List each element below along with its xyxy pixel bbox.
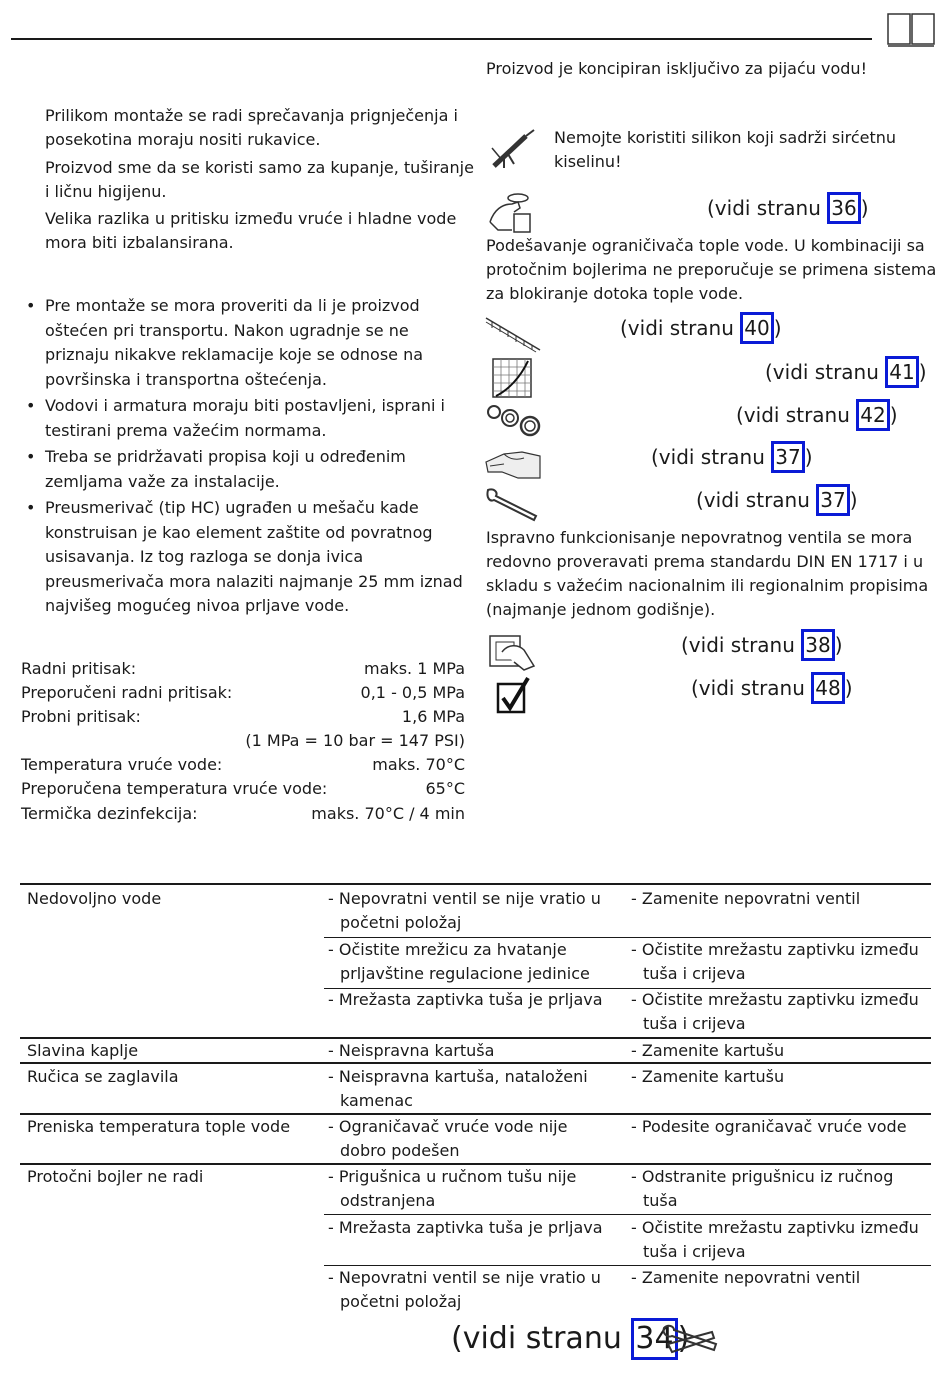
- remedy-line: - Očistite mrežastu zaptivku između: [631, 940, 919, 959]
- installation-note: [26, 496, 463, 619]
- drinking-water-note: Proizvod je koncipiran isključivo za pijaću vodu!: [486, 59, 867, 78]
- temp-limiter-line: Podešavanje ograničivača tople vode. U kombinaciji sa: [486, 236, 925, 255]
- remedy-cell: [631, 1165, 893, 1213]
- spec-label: Probni pritisak:: [21, 707, 141, 726]
- note-line: Pre montaže se mora proveriti da li je proizvod: [45, 296, 420, 315]
- checkmark-icon: [496, 676, 530, 714]
- spec-label: Temperatura vruće vode:: [21, 755, 223, 774]
- remedy-line: - Zamenite kartušu: [631, 1067, 785, 1086]
- remedy-cell: [631, 887, 860, 911]
- cause-line: - Nepovratni ventil se nije vratio u: [328, 889, 601, 908]
- spec-label: Termička dezinfekcija:: [21, 804, 198, 823]
- note-line: testirani prema važećim normama.: [45, 420, 327, 440]
- ref-suffix: ): [918, 360, 927, 384]
- page-reference: [651, 441, 813, 473]
- safety-line: Prilikom montaže se radi sprečavanja prignječenja i: [45, 106, 458, 125]
- spec-row: [21, 802, 465, 826]
- note-line: površinska i transportna oštećenja.: [45, 369, 327, 389]
- installation-notes: [26, 294, 463, 619]
- note-line: najvišeg mogućeg nivoa prljave vode.: [45, 596, 350, 615]
- cause-line: odstranjena: [340, 1191, 436, 1210]
- note-line: Treba se pridržavati propisa koji u određenim: [45, 447, 406, 466]
- cause-line: - Neispravna kartuša, nataloženi: [328, 1067, 588, 1086]
- cause-cell: [328, 1039, 494, 1063]
- page-reference: [765, 356, 927, 388]
- cause-cell: [328, 1165, 576, 1213]
- remedy-line: - Očistite mrežastu zaptivku između: [631, 990, 919, 1009]
- problem-cell: Ručica se zaglavila: [27, 1067, 179, 1086]
- remedy-cell: [631, 988, 919, 1036]
- page-link[interactable]: 48: [811, 672, 844, 704]
- page-reference: [620, 312, 782, 344]
- ref-prefix: (vidi stranu: [651, 445, 772, 469]
- thermostat-hand-icon: [488, 192, 534, 234]
- spec-label: Preporučena temperatura vruće vode:: [21, 779, 328, 798]
- note-line: oštećen pri transportu. Nakon ugradnje se ne: [45, 320, 409, 340]
- remedy-cell: [631, 1216, 919, 1264]
- cause-line: prljavštine regulacione jedinice: [340, 964, 590, 983]
- cause-line: početni položaj: [340, 1292, 462, 1311]
- cause-cell: [328, 988, 603, 1012]
- cause-line: - Ograničavač vruće vode nije: [328, 1117, 568, 1136]
- remedy-line: tuša: [643, 1191, 678, 1210]
- spec-row: [21, 777, 465, 801]
- spec-row: [21, 729, 465, 753]
- page-reference: [691, 672, 853, 704]
- spec-value: 1,6 MPa: [401, 707, 465, 726]
- problem-cell: Nedovoljno vode: [27, 889, 162, 908]
- book-icon: [886, 12, 936, 48]
- ref-prefix: (vidi stranu: [736, 403, 857, 427]
- safety-line: posekotina moraju nositi rukavice.: [45, 130, 321, 149]
- table-rule: [324, 1214, 931, 1215]
- ref-prefix: (vidi stranu: [765, 360, 886, 384]
- ref-suffix: ): [889, 403, 898, 427]
- ref-suffix: ): [860, 196, 869, 220]
- ref-suffix: ): [773, 316, 782, 340]
- spec-row: [21, 705, 465, 729]
- cause-cell: [328, 1115, 567, 1163]
- remedy-line: - Očistite mrežastu zaptivku između: [631, 1218, 919, 1237]
- spec-value: 65°C: [425, 779, 465, 798]
- note-line: preusmerivača mora nalaziti najmanje 25 mm iznad: [45, 571, 463, 591]
- remedy-line: - Zamenite nepovratni ventil: [631, 1268, 861, 1287]
- check-valve-line: redovno proveravati prema standardu DIN EN 1717 i u: [486, 552, 924, 571]
- remedy-cell: [631, 1065, 784, 1089]
- note-line: zemljama važe za instalacije.: [45, 471, 280, 491]
- ref-prefix: (vidi stranu: [691, 676, 812, 700]
- cause-line: - Mrežasta zaptivka tuša je prljava: [328, 990, 603, 1009]
- note-line: Vodovi i armatura moraju biti postavljeni, isprani i: [45, 396, 445, 415]
- ruler-icon: [484, 314, 542, 354]
- ref-suffix: ): [804, 445, 813, 469]
- page-reference: [681, 629, 843, 661]
- ref-prefix: (vidi stranu: [707, 196, 828, 220]
- safety-line: Velika razlika u pritisku između vruće i hladne vode: [45, 209, 457, 228]
- silicone-warning-line: Nemojte koristiti silikon koji sadrži sirćetnu: [554, 128, 897, 147]
- page-link[interactable]: 40: [740, 312, 773, 344]
- page-reference: [736, 399, 898, 431]
- ref-suffix: ): [844, 676, 853, 700]
- cause-line: kamenac: [340, 1091, 413, 1110]
- spec-value: maks. 1 MPa: [364, 659, 465, 678]
- spec-value: maks. 70°C / 4 min: [311, 804, 465, 823]
- ref-prefix: (vidi stranu: [451, 1321, 632, 1356]
- installation-note: [26, 445, 463, 494]
- spec-value: (1 MPa = 10 bar = 147 PSI): [245, 731, 465, 750]
- page-link[interactable]: 37: [771, 441, 804, 473]
- header-rule: [11, 38, 872, 40]
- ref-suffix: ): [849, 488, 858, 512]
- cause-line: - Nepovratni ventil se nije vratio u: [328, 1268, 601, 1287]
- page-link[interactable]: 38: [801, 629, 834, 661]
- safety-line: Proizvod sme da se koristi samo za kupanje, tuširanje: [45, 158, 474, 177]
- cause-line: - Neispravna kartuša: [328, 1041, 495, 1060]
- cause-cell: [328, 938, 590, 986]
- cause-line: - Očistite mrežicu za hvatanje: [328, 940, 567, 959]
- cause-line: dobro podešen: [340, 1141, 460, 1160]
- spec-label: Radni pritisak:: [21, 659, 137, 678]
- cause-line: - Prigušnica u ručnom tušu nije: [328, 1167, 577, 1186]
- silicone-gun-icon: [490, 128, 536, 170]
- table-rule: [20, 883, 931, 885]
- remedy-cell: [631, 1266, 860, 1290]
- page-reference-large: [451, 1318, 689, 1360]
- remedy-line: - Podesite ograničavač vruće vode: [631, 1117, 907, 1136]
- note-line: Preusmerivač (tip HC) ugrađen u mešaču kade: [45, 498, 419, 517]
- remedy-line: tuša i crijeva: [643, 964, 746, 983]
- cause-line: - Mrežasta zaptivka tuša je prljava: [328, 1218, 603, 1237]
- ref-prefix: (vidi stranu: [696, 488, 817, 512]
- spec-row: [21, 753, 465, 777]
- remedy-line: tuša i crijeva: [643, 1242, 746, 1261]
- spare-parts-icon: [486, 402, 542, 438]
- spec-label: Preporučeni radni pritisak:: [21, 683, 233, 702]
- check-valve-line: (najmanje jednom godišnje).: [486, 600, 716, 619]
- remedy-cell: [631, 938, 919, 986]
- problem-cell: Preniska temperatura tople vode: [27, 1117, 291, 1136]
- safety-line: i ličnu higijenu.: [45, 182, 167, 201]
- page-link[interactable]: 36: [827, 192, 860, 224]
- note-line: konstruisan je kao element zaštite od povratnog: [45, 522, 433, 542]
- remedy-cell: [631, 1039, 784, 1063]
- page-link[interactable]: 34: [631, 1318, 677, 1360]
- page-link[interactable]: 37: [816, 484, 849, 516]
- cause-cell: [328, 1216, 603, 1240]
- cause-line: početni položaj: [340, 913, 462, 932]
- flow-diagram-icon: [492, 358, 532, 398]
- spec-value: maks. 70°C: [372, 755, 465, 774]
- page-link[interactable]: 42: [856, 399, 889, 431]
- spec-value: 0,1 - 0,5 MPa: [360, 683, 465, 702]
- check-valve-line: skladu s važećim nacionalnim ili regionalnim propisima: [486, 576, 929, 595]
- silicone-warning-line: kiselinu!: [554, 152, 622, 171]
- remedy-cell: [631, 1115, 907, 1139]
- spec-row: [21, 657, 465, 681]
- remedy-line: - Odstranite prigušnicu iz ručnog: [631, 1167, 894, 1186]
- check-valve-line: Ispravno funkcionisanje nepovratnog ventila se mora: [486, 528, 913, 547]
- safety-line: mora biti izbalansirana.: [45, 233, 234, 252]
- ref-prefix: (vidi stranu: [620, 316, 741, 340]
- problem-cell: Slavina kaplje: [27, 1041, 139, 1060]
- wrench-icon: [484, 486, 542, 522]
- ref-prefix: (vidi stranu: [681, 633, 802, 657]
- remedy-line: - Zamenite nepovratni ventil: [631, 889, 861, 908]
- installation-note: [26, 394, 463, 443]
- ref-suffix: ): [677, 1321, 690, 1356]
- page-link[interactable]: 41: [885, 356, 918, 388]
- note-line: usisavanja. Iz tog razloga se donja ivica: [45, 547, 364, 566]
- cause-cell: [328, 1266, 601, 1314]
- page-reference: [696, 484, 858, 516]
- remedy-line: - Zamenite kartušu: [631, 1041, 785, 1060]
- remedy-line: tuša i crijeva: [643, 1014, 746, 1033]
- spec-row: [21, 681, 465, 705]
- maintenance-hand-icon: [488, 630, 536, 672]
- service-tools-icon: [662, 1322, 720, 1358]
- note-line: priznaju nikakve reklamacije koje se odnose na: [45, 345, 424, 364]
- ref-suffix: ): [834, 633, 843, 657]
- cleaning-hand-icon: [484, 442, 544, 482]
- page-reference: [707, 192, 869, 224]
- cause-cell: [328, 1065, 588, 1113]
- problem-cell: Protočni bojler ne radi: [27, 1167, 204, 1186]
- temp-limiter-line: protočnim bojlerima ne preporučuje se primena sistema: [486, 260, 937, 279]
- cause-cell: [328, 887, 601, 935]
- installation-note: [26, 294, 463, 392]
- temp-limiter-line: za blokiranje dotoka tople vode.: [486, 284, 744, 303]
